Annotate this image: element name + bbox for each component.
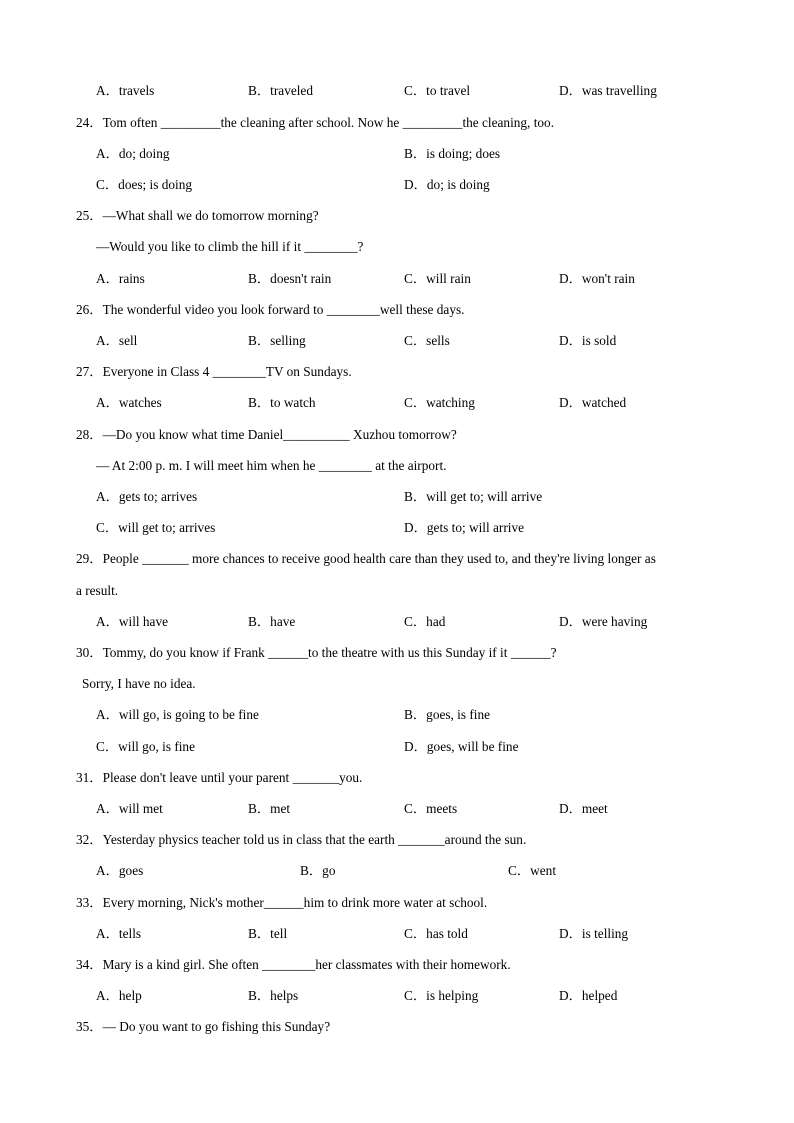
option-a: A．travels	[96, 83, 155, 98]
options-row-28a	[0, 487, 794, 507]
option-b: B．selling	[248, 333, 306, 348]
option-a: A．help	[96, 988, 142, 1003]
options-row-28b	[0, 518, 794, 538]
option-d: D．do; is doing	[404, 177, 490, 192]
option-c: C．is helping	[404, 988, 479, 1003]
option-d: D．is telling	[559, 926, 629, 941]
question-29-cont: a result.	[76, 583, 119, 598]
question-28: 28．—Do you know what time Daniel__________ Xuzhou tomorrow?	[76, 427, 457, 442]
option-c: C．will get to; arrives	[96, 520, 216, 535]
option-b: B．met	[248, 801, 291, 816]
options-row-33	[0, 924, 794, 944]
option-a: A．goes	[96, 863, 144, 878]
options-row-25	[0, 269, 794, 289]
option-c: C．watching	[404, 395, 475, 410]
option-b: B．go	[300, 863, 336, 878]
question-30-reply: Sorry, I have no idea.	[82, 676, 196, 691]
option-d: D．goes, will be fine	[404, 739, 519, 754]
option-d: D．is sold	[559, 333, 617, 348]
option-b: B．traveled	[248, 83, 313, 98]
option-d: D．won't rain	[559, 271, 635, 286]
options-row-32	[0, 861, 794, 881]
options-row-29	[0, 612, 794, 632]
question-35: 35．— Do you want to go fishing this Sunday?	[76, 1019, 331, 1034]
option-c: C．has told	[404, 926, 468, 941]
options-row-24a	[0, 144, 794, 164]
question-28-reply: — At 2:00 p. m. I will meet him when he ________ at the airport.	[96, 458, 447, 473]
option-a: A．gets to; arrives	[96, 489, 198, 504]
option-c: C．does; is doing	[96, 177, 193, 192]
option-c: C．sells	[404, 333, 450, 348]
question-26: 26．The wonderful video you look forward to ________well these days.	[76, 302, 465, 317]
option-c: C．meets	[404, 801, 458, 816]
option-d: D．helped	[559, 988, 618, 1003]
options-row-26	[0, 331, 794, 351]
option-a: A．sell	[96, 333, 138, 348]
option-b: B．have	[248, 614, 296, 629]
options-row-27	[0, 393, 794, 413]
question-24: 24．Tom often _________the cleaning after school. Now he _________the cleaning, too.	[76, 115, 555, 130]
option-a: A．do; doing	[96, 146, 170, 161]
question-32: 32．Yesterday physics teacher told us in class that the earth _______around the sun.	[76, 832, 527, 847]
question-29: 29．People _______ more chances to receive good health care than they used to, and they're living longer as	[76, 551, 656, 566]
option-c: C．will go, is fine	[96, 739, 195, 754]
question-25: 25．—What shall we do tomorrow morning?	[76, 208, 319, 223]
option-a: A．watches	[96, 395, 162, 410]
option-a: A．will have	[96, 614, 169, 629]
option-b: B．to watch	[248, 395, 316, 410]
option-c: C．to travel	[404, 83, 471, 98]
option-d: D．gets to; will arrive	[404, 520, 525, 535]
option-a: A．rains	[96, 271, 145, 286]
option-b: B．goes, is fine	[404, 707, 491, 722]
options-row-24b	[0, 175, 794, 195]
question-31: 31．Please don't leave until your parent _______you.	[76, 770, 363, 785]
options-row-31	[0, 799, 794, 819]
option-c: C．went	[508, 863, 557, 878]
options-row-30a	[0, 705, 794, 725]
option-d: D．was travelling	[559, 83, 657, 98]
option-a: A．will met	[96, 801, 163, 816]
option-c: C．had	[404, 614, 446, 629]
option-d: D．meet	[559, 801, 608, 816]
option-c: C．will rain	[404, 271, 471, 286]
option-b: B．doesn't rain	[248, 271, 332, 286]
option-b: B．is doing; does	[404, 146, 501, 161]
question-33: 33．Every morning, Nick's mother______him to drink more water at school.	[76, 895, 488, 910]
question-27: 27．Everyone in Class 4 ________TV on Sundays.	[76, 364, 352, 379]
question-25-reply: —Would you like to climb the hill if it ________?	[96, 239, 364, 254]
option-a: A．tells	[96, 926, 142, 941]
option-d: D．watched	[559, 395, 627, 410]
option-b: B．helps	[248, 988, 299, 1003]
options-row-23	[0, 81, 794, 101]
question-34: 34．Mary is a kind girl. She often ________her classmates with their homework.	[76, 957, 511, 972]
options-row-34	[0, 986, 794, 1006]
question-30: 30．Tommy, do you know if Frank ______to the theatre with us this Sunday if it ______?	[76, 645, 557, 660]
option-b: B．tell	[248, 926, 288, 941]
option-a: A．will go, is going to be fine	[96, 707, 259, 722]
options-row-30b	[0, 737, 794, 757]
option-d: D．were having	[559, 614, 648, 629]
option-b: B．will get to; will arrive	[404, 489, 543, 504]
